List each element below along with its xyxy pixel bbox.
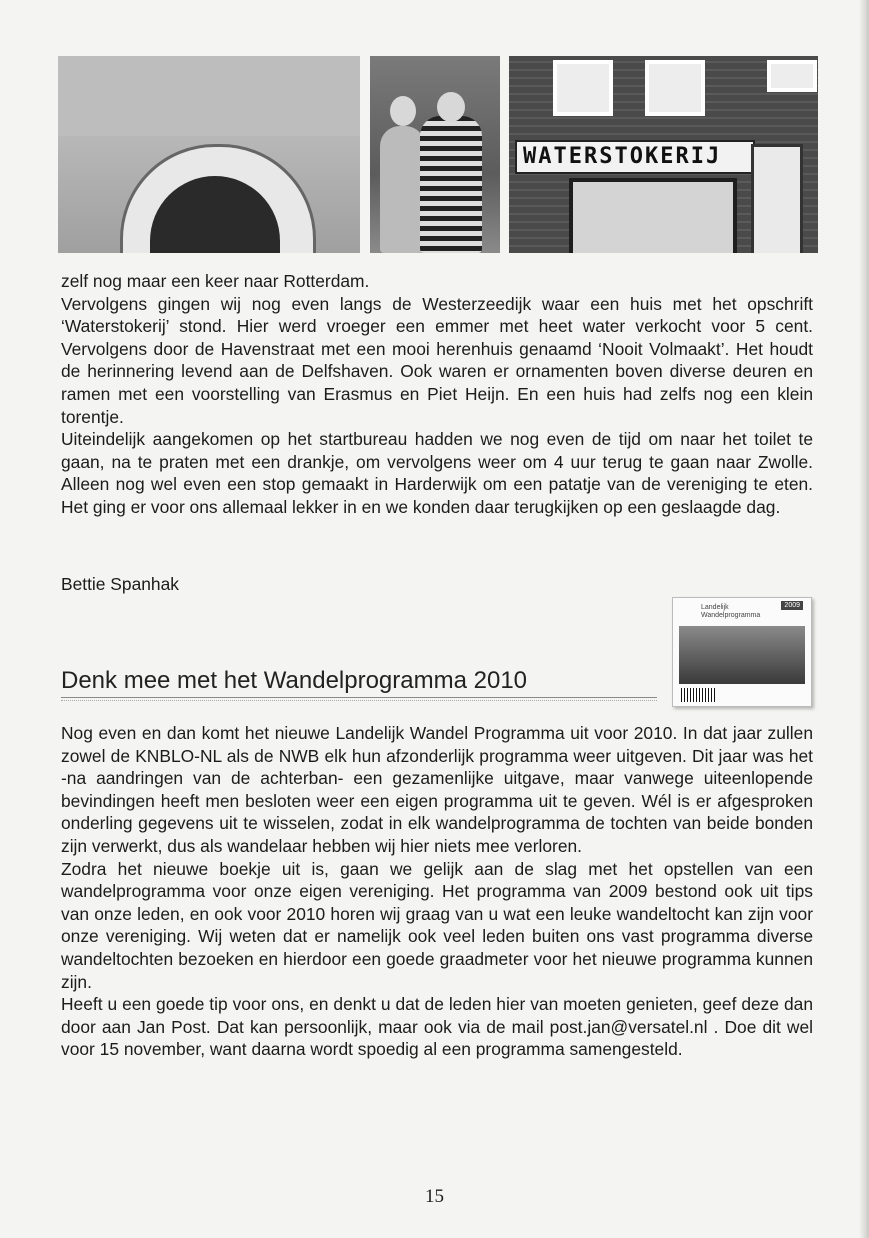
photo-sky [58,56,360,136]
booklet-title [701,604,760,620]
barcode-icon [681,688,715,702]
paragraph: Uiteindelijk aangekomen op het startbureau hadden we nog even de tijd om naar het toilet te gaan, na te praten met een drankje, om vervolgens weer om 4 uur terug te gaan naar Zwolle. Alleen nog wel even een stop gemaakt in Harderwijk om een patatje van de vereniging te eten. Het ging er voor ons allemaal lekker in en we konden daar terugkijken op een geslaagde dag. [61,429,813,517]
page-number: 15 [425,1186,444,1207]
paragraph: Nog even en dan komt het nieuwe Landelijk Wandel Programma uit voor 2010. In dat jaar zullen zowel de KNBLO-NL als de NWB elk hun afzonderlijk programma weer uitgeven. Dit jaar was het -na aandringen van de achterban- een gezamenlijke uitgave, maar vanwege uiteenlopende bevindingen heeft men besloten weer een eigen programma uit te geven. Wél is er afgesproken onderling gegevens uit te wisselen, zodat in elk wandelprogramma de tochten van beide bonden zijn verwerkt, dus als wandelaar hebben wij hier niets mee verloren. [61,723,813,856]
wandelprogramma-booklet-image [672,597,812,707]
walkers-photo [370,56,500,253]
building-window [645,60,705,116]
building-window [767,60,817,92]
person-figure [380,126,425,253]
waterstokerij-sign: WATERSTOKERIJ [515,140,755,174]
booklet-cover-photo [679,626,805,684]
booklet-title-line: Wandelprogramma [701,612,761,619]
heading-underline [61,697,657,698]
paragraph: Zodra het nieuwe boekje uit is, gaan we gelijk aan de slag met het opstellen van een wandelprogramma voor onze eigen vereniging. Het programma van 2009 bestond ook uit tips van onze leden, en ook voor 2010 horen wij graag van u wat een leuke wandeltocht kan zijn voor onze vereniging. Wij weten dat er namelijk ook veel leden buiten ons vast programma diverse wandeltochten bezoeken en hierdoor een goede graadmeter voor het nieuwe programma kunnen zijn. [61,858,813,992]
building-door [751,144,803,253]
waterstokerij-photo [509,56,818,253]
article-body [61,722,813,1061]
heading-underline [61,700,657,701]
page-edge [859,0,869,1238]
paragraph: zelf nog maar een keer naar Rotterdam. [61,271,370,291]
booklet-title-line: Landelijk [701,604,729,611]
paragraph: Vervolgens gingen wij nog even langs de Westerzeedijk waar een huis met het opschrift ‘Waterstokerij’ stond. Hier werd vroeger een emmer met heet water verkocht voor 5 cent. Vervolgens door de Havenstraat met een mooi herenhuis genaamd ‘Nooit Volmaakt’. Het houdt de herinnering levend aan de Delfshaven. Ook waren er ornamenten boven diverse deuren en ramen met een voorstelling van Erasmus en Piet Heijn. En een huis had zelfs nog een klein torentje. [61,293,813,427]
ship-bow-photo [58,56,360,253]
paragraph: Heeft u een goede tip voor ons, en denkt u dat de leden hier van moeten genieten, geef deze dan door aan Jan Post. Dat kan persoonlijk, maar ook via de mail post.jan@versatel.nl . Doe dit wel voor 15 november, want daarna wordt spoedig al een programma samengesteld. [61,994,813,1060]
person-figure [420,116,482,253]
shop-front [569,178,737,253]
building-window [553,60,613,116]
section-heading: Denk mee met het Wandelprogramma 2010 [61,667,528,694]
person-head [437,92,465,122]
person-head [390,96,416,126]
booklet-year: 2009 [781,601,803,610]
article-body [61,270,813,519]
author-name: Bettie Spanhak [61,574,179,594]
